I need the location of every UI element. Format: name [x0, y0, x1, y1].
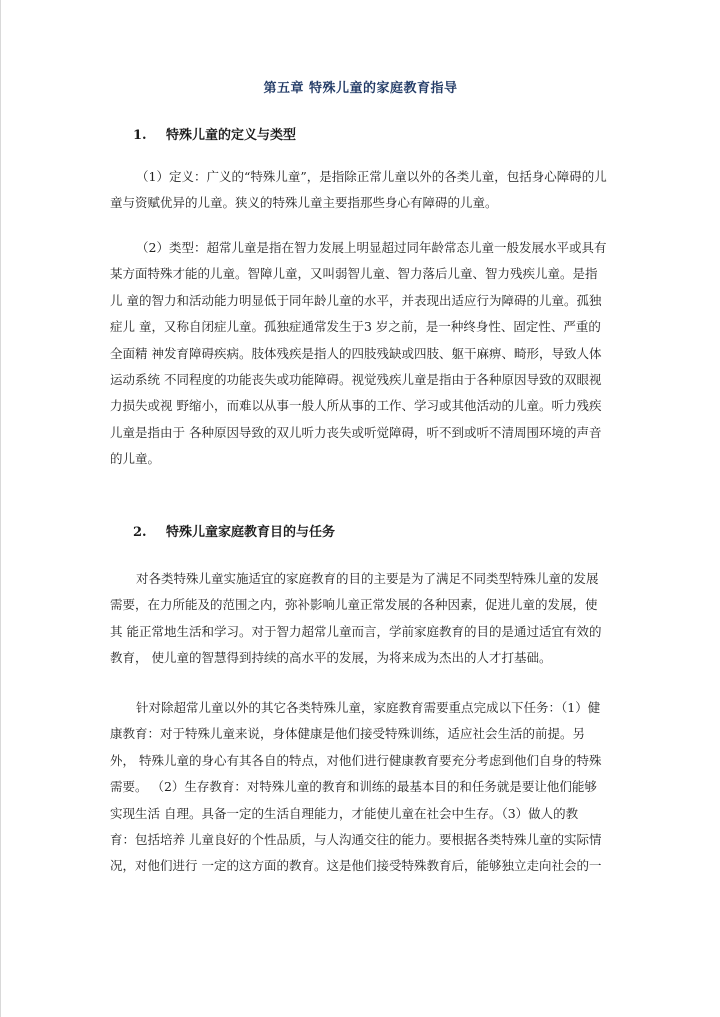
text-line: （2）类型：超常儿童是指在智力发展上明显超过同年龄常态儿童一般发展水平或具有 [136, 240, 607, 255]
text-line: 实现生活 自理。具备一定的生活自理能力，才能使儿童在社会中生存。（3）做人的教 [110, 805, 579, 821]
text-line: 儿 童的智力和活动能力明显低于同年龄儿童的水平，并表现出适应行为障碍的儿童。孤独 [110, 292, 602, 308]
paragraph-types [110, 235, 618, 473]
text-line: 某方面特殊才能的儿童。智障儿童，又叫弱智儿童、智力落后儿童、智力残疾儿童。是指 [110, 266, 598, 282]
text-line: 针对除超常儿童以外的其它各类特殊儿童，家庭教育需要重点完成以下任务：（1）健 [136, 700, 601, 715]
paragraph-purpose [110, 566, 618, 672]
paragraph-tasks [110, 695, 618, 880]
section-title: 特殊儿童的定义与类型 [166, 128, 297, 143]
paragraph-definition [110, 164, 618, 217]
text-line: 力损失或视 野缩小，而难以从事一般人所从事的工作、学习或其他活动的儿童。听力残疾 [110, 398, 602, 414]
text-line: 需要，在力所能及的范围之内，弥补影响儿童正常发展的各种因素，促进儿童的发展，使 [110, 597, 598, 613]
text-line: 全面精 神发育障碍疾病。肢体残疾是指人的四肢残缺或四肢、躯干麻痹、畸形，导致人体 [110, 345, 602, 361]
text-line: 教育， 使儿童的智慧得到持续的高水平的发展，为将来成为杰出的人才打基础。 [110, 650, 552, 666]
text-line: 症儿 童，又称自闭症儿童。孤独症通常发生于3 岁之前，是一种终身性、固定性、严重的 [110, 319, 601, 335]
section-title: 特殊儿童家庭教育目的与任务 [166, 525, 336, 540]
text-line: 对各类特殊儿童实施适宜的家庭教育的目的主要是为了满足不同类型特殊儿童的发展 [136, 571, 599, 586]
text-line: 的儿童。 [110, 451, 161, 467]
text-line: 运动系统 不同程度的功能丧失或功能障碍。视觉残疾儿童是指由于各种原因导致的双眼视 [110, 372, 602, 388]
text-line: 儿童是指由于 各种原因导致的双儿听力丧失或听觉障碍，听不到或听不清周围环境的声音 [110, 424, 602, 440]
text-line: 育：包括培养 儿童良好的个性品质，与人沟通交往的能力。要根据各类特殊儿童的实际情 [110, 832, 602, 848]
text-line: 童与资赋优异的儿童。狭义的特殊儿童主要指那些身心有障碍的儿童。 [110, 195, 498, 211]
section-heading-1 [133, 124, 296, 143]
text-line: （1）定义：广义的“特殊儿童”，是指除正常儿童以外的各类儿童，包括身心障碍的儿 [136, 169, 607, 184]
text-line: 其 能正常地生活和学习。对于智力超常儿童而言，学前家庭教育的目的是通过适宜有效的 [110, 623, 602, 639]
section-number: 1. [133, 128, 147, 143]
text-line: 需要。 （2）生存教育：对特殊儿童的教育和训练的最基本目的和任务就是要让他们能够 [110, 779, 597, 795]
text-line: 况，对他们进行 一定的这方面的教育。这是他们接受特殊教育后，能够独立走向社会的一 [110, 858, 602, 874]
chapter-title: 第五章 特殊儿童的家庭教育指导 [263, 81, 458, 96]
section-number: 2. [133, 525, 147, 540]
text-line: 外， 特殊儿童的身心有其各自的特点，对他们进行健康教育要充分考虑到他们自身的特殊 [110, 752, 602, 768]
text-line: 康教育：对于特殊儿童来说，身体健康是他们接受特殊训练，适应社会生活的前提。另 [110, 726, 586, 742]
section-heading-2 [133, 521, 335, 540]
